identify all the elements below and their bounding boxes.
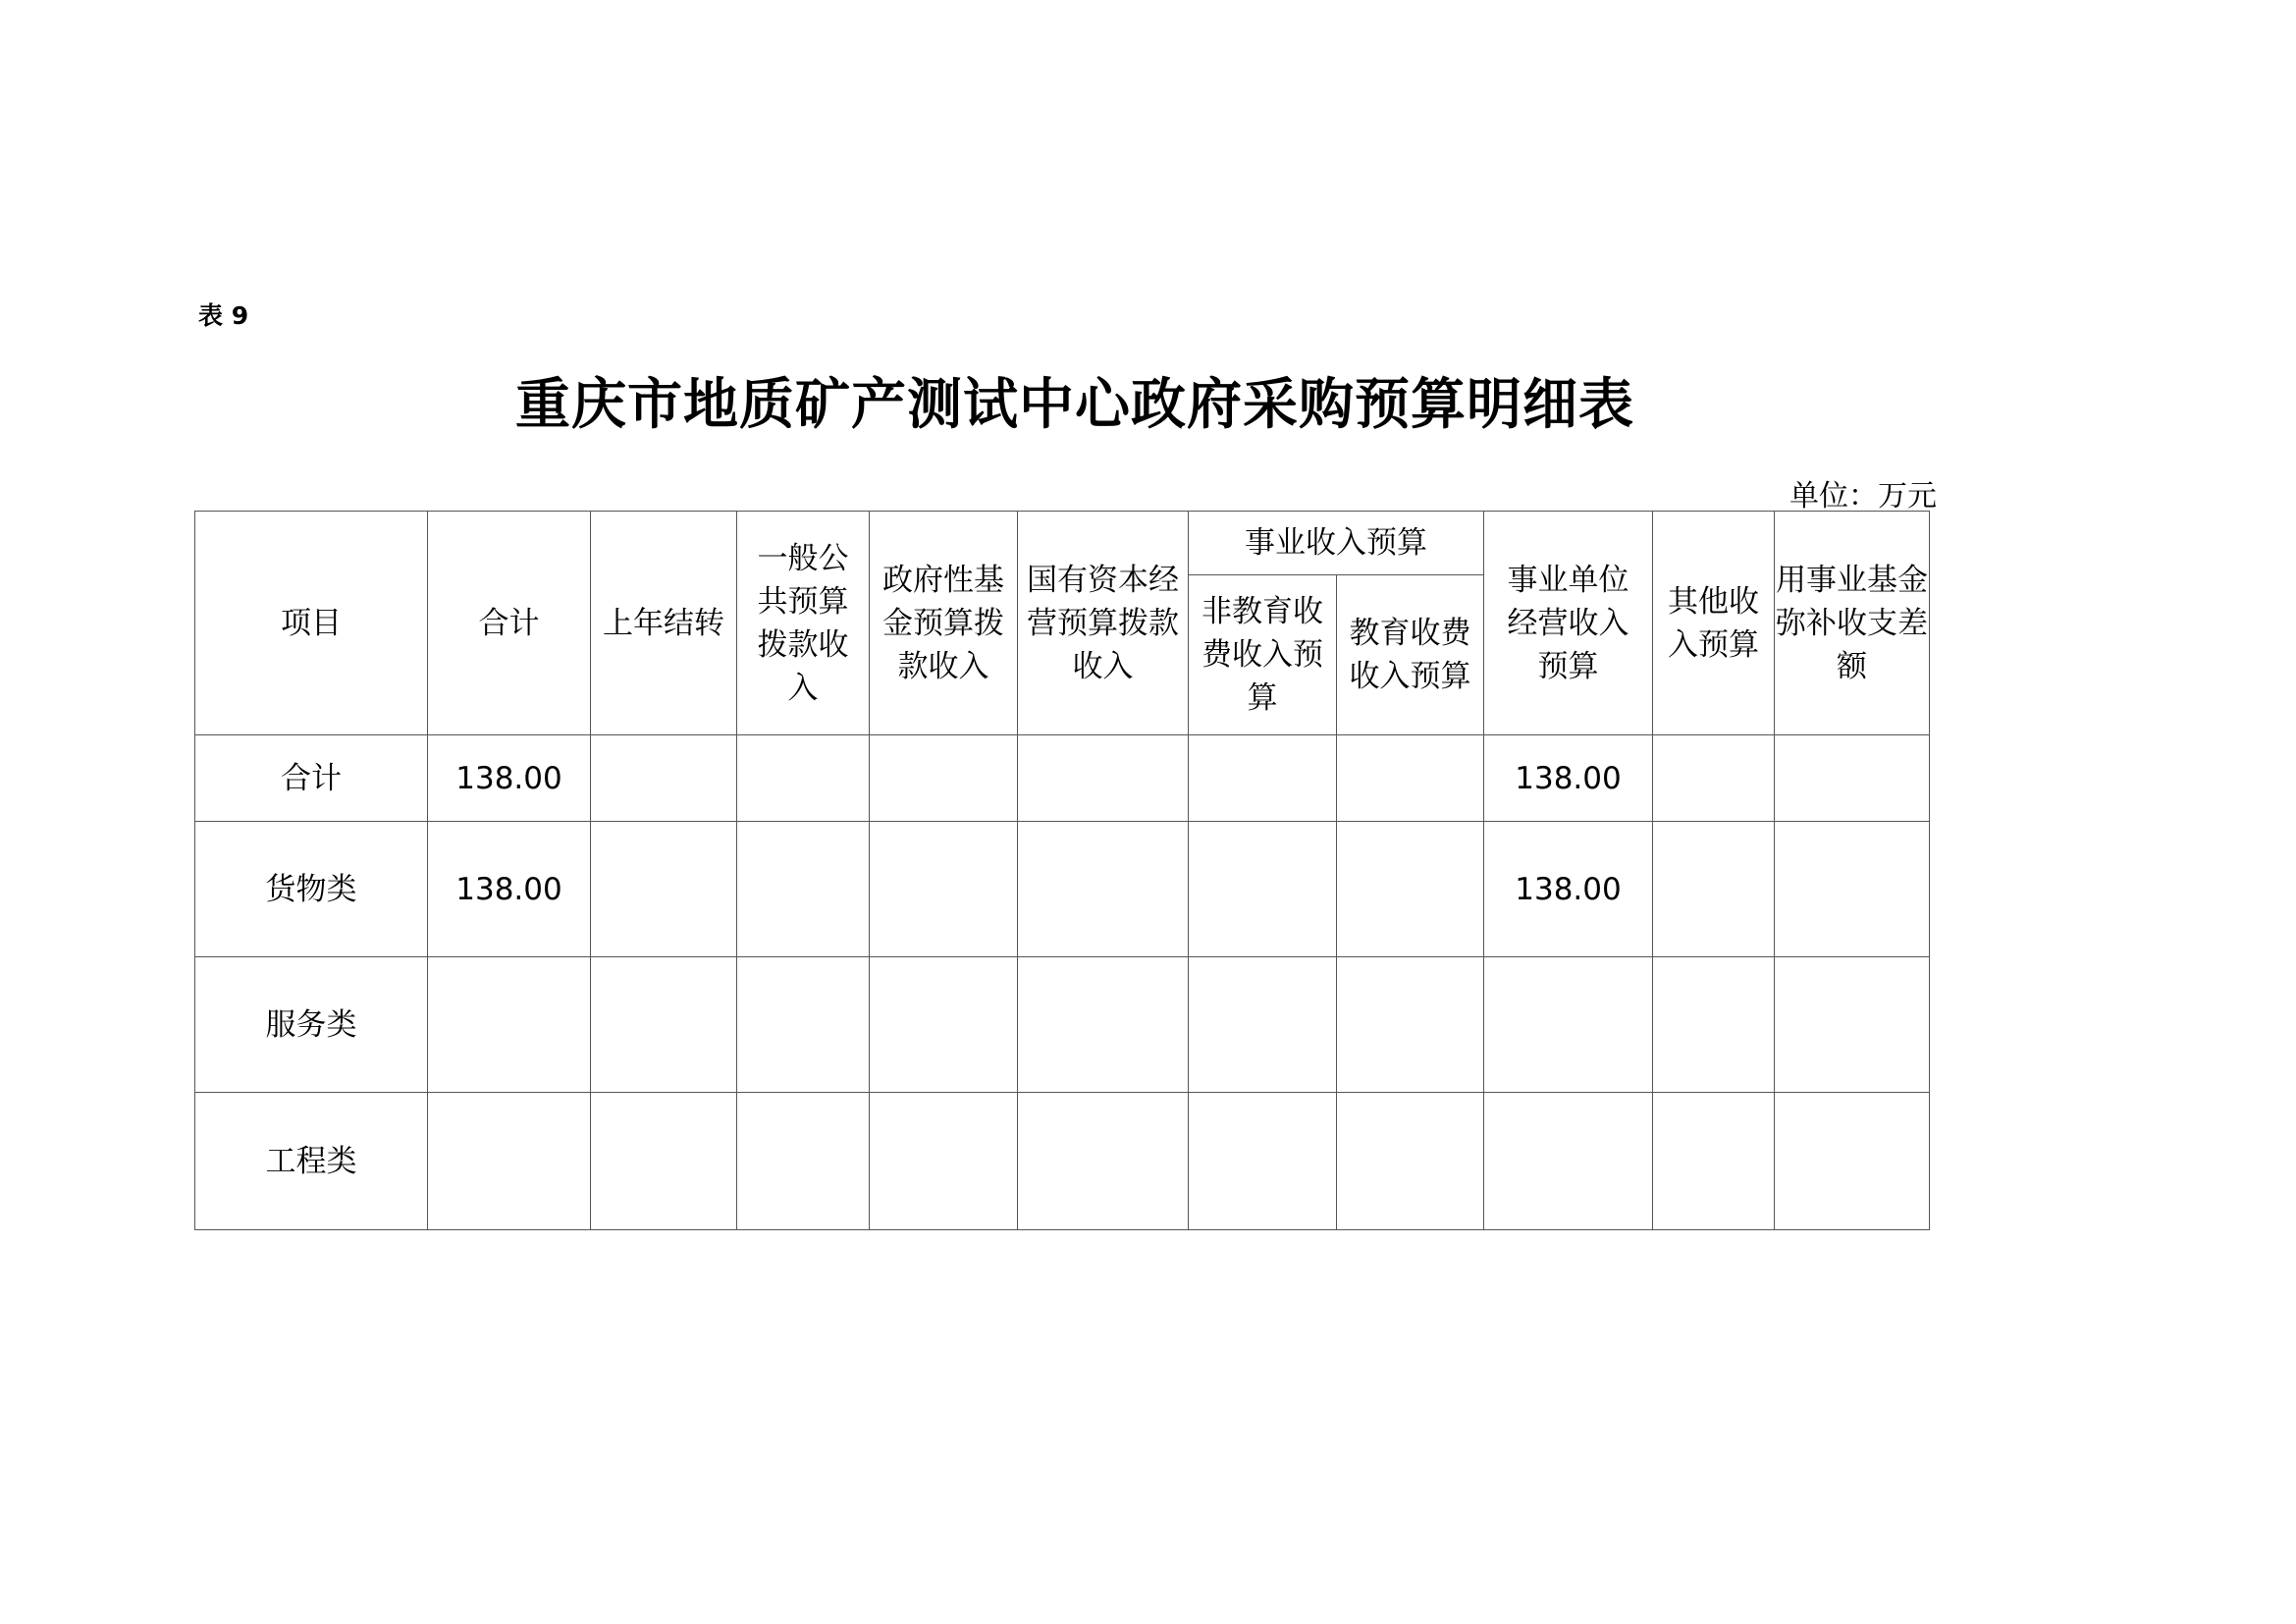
cell-edu-fee bbox=[1337, 957, 1484, 1093]
cell-general-public bbox=[737, 735, 870, 822]
header-fund-gap: 用事业基金弥补收支差额 bbox=[1775, 512, 1930, 735]
unit-label: 单位：万元 bbox=[1789, 479, 1937, 514]
cell-prior-carryover bbox=[591, 957, 737, 1093]
cell-total: 138.00 bbox=[428, 822, 591, 957]
cell-edu-fee bbox=[1337, 1093, 1484, 1230]
cell-state-capital bbox=[1018, 735, 1189, 822]
cell-prior-carryover bbox=[591, 1093, 737, 1230]
header-business-income: 事业收入预算 bbox=[1189, 512, 1484, 575]
cell-prior-carryover bbox=[591, 822, 737, 957]
cell-fund-gap bbox=[1775, 1093, 1930, 1230]
cell-non-edu-fee bbox=[1189, 957, 1337, 1093]
header-non-edu-fee: 非教育收费收入预算 bbox=[1189, 575, 1337, 735]
header-other-income: 其他收入预算 bbox=[1653, 512, 1775, 735]
cell-other-income bbox=[1653, 735, 1775, 822]
cell-total bbox=[428, 957, 591, 1093]
cell-non-edu-fee bbox=[1189, 822, 1337, 957]
cell-other-income bbox=[1653, 957, 1775, 1093]
header-item: 项目 bbox=[195, 512, 428, 735]
header-state-capital-budget: 国有资本经营预算拨款收入 bbox=[1018, 512, 1189, 735]
header-total: 合计 bbox=[428, 512, 591, 735]
procurement-budget-table bbox=[194, 511, 1930, 1230]
cell-business-operation bbox=[1484, 1093, 1653, 1230]
cell-other-income bbox=[1653, 822, 1775, 957]
cell-state-capital bbox=[1018, 957, 1189, 1093]
header-edu-fee: 教育收费收入预算 bbox=[1337, 575, 1484, 735]
cell-gov-fund bbox=[870, 822, 1018, 957]
cell-fund-gap bbox=[1775, 822, 1930, 957]
cell-gov-fund bbox=[870, 957, 1018, 1093]
header-prior-carryover: 上年结转 bbox=[591, 512, 737, 735]
table-row-services bbox=[195, 957, 1930, 1093]
row-label: 工程类 bbox=[195, 1093, 428, 1230]
header-business-operation-income: 事业单位经营收入预算 bbox=[1484, 512, 1653, 735]
row-label: 合计 bbox=[195, 735, 428, 822]
table-row-engineering bbox=[195, 1093, 1930, 1230]
header-gov-fund-budget: 政府性基金预算拨款收入 bbox=[870, 512, 1018, 735]
table-number-label: 表 9 bbox=[198, 301, 249, 330]
table-row-goods bbox=[195, 822, 1930, 957]
cell-fund-gap bbox=[1775, 735, 1930, 822]
table-row-total bbox=[195, 735, 1930, 822]
cell-general-public bbox=[737, 822, 870, 957]
cell-gov-fund bbox=[870, 1093, 1018, 1230]
cell-business-operation: 138.00 bbox=[1484, 735, 1653, 822]
cell-business-operation: 138.00 bbox=[1484, 822, 1653, 957]
cell-other-income bbox=[1653, 1093, 1775, 1230]
cell-non-edu-fee bbox=[1189, 1093, 1337, 1230]
header-row bbox=[195, 512, 1930, 575]
cell-fund-gap bbox=[1775, 957, 1930, 1093]
cell-non-edu-fee bbox=[1189, 735, 1337, 822]
row-label: 货物类 bbox=[195, 822, 428, 957]
page-title: 重庆市地质矿产测试中心政府采购预算明细表 bbox=[515, 373, 1634, 437]
cell-state-capital bbox=[1018, 822, 1189, 957]
cell-edu-fee bbox=[1337, 735, 1484, 822]
cell-general-public bbox=[737, 1093, 870, 1230]
cell-general-public bbox=[737, 957, 870, 1093]
cell-edu-fee bbox=[1337, 822, 1484, 957]
header-general-public-budget: 一般公共预算拨款收入 bbox=[737, 512, 870, 735]
cell-total: 138.00 bbox=[428, 735, 591, 822]
cell-total bbox=[428, 1093, 591, 1230]
cell-gov-fund bbox=[870, 735, 1018, 822]
cell-prior-carryover bbox=[591, 735, 737, 822]
cell-business-operation bbox=[1484, 957, 1653, 1093]
row-label: 服务类 bbox=[195, 957, 428, 1093]
cell-state-capital bbox=[1018, 1093, 1189, 1230]
